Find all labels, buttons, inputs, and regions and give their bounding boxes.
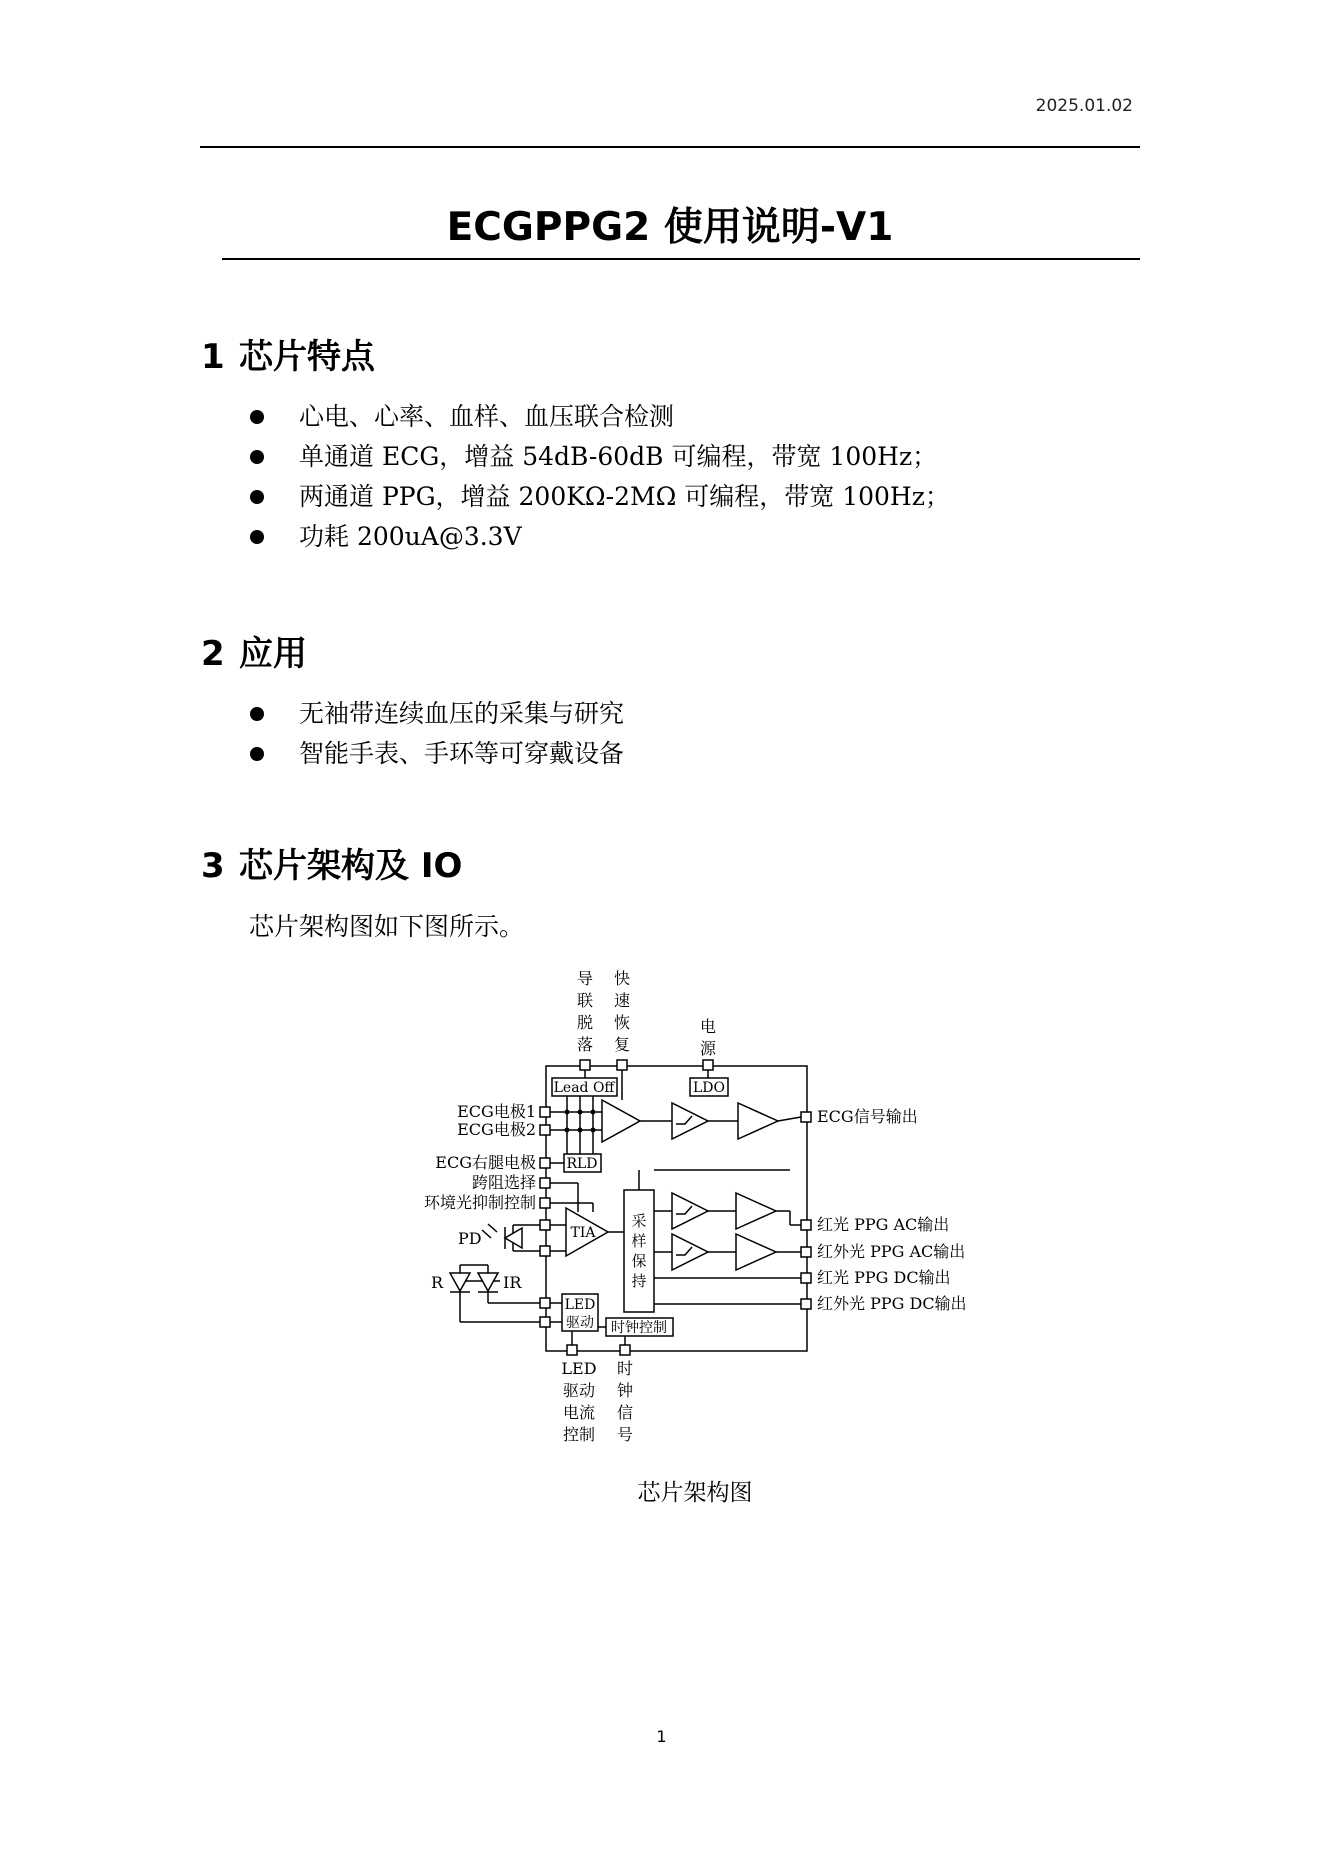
label-led-current-2: 驱动 [562,1381,596,1400]
pin-pd-a [540,1220,550,1230]
figure-caption: 芯片架构图 [637,1480,753,1506]
label-led-current-3: 电流 [562,1403,596,1422]
pin-fast-recovery [617,1060,627,1070]
tia-label: TIA [570,1225,596,1241]
label-lead-off-1: 导 [576,969,594,988]
red-buffer [736,1193,776,1229]
label-fast-recovery-3: 恢 [613,1013,631,1032]
label-red-dc: 红光 PPG DC输出 [817,1268,951,1287]
pin-ecg-out [801,1112,811,1122]
label-power-2: 源 [699,1039,717,1058]
red-filter [672,1193,708,1229]
list-item-text: 两通道 PPG，增益 200KΩ-2MΩ 可编程，带宽 100Hz； [299,482,950,511]
document-title: ECGPPG2 使用说明-V1 [446,205,894,250]
label-pd: PD [458,1229,482,1248]
page-number: 1 [656,1727,667,1746]
pin-tia-sel [540,1178,550,1188]
label-led-current-4: 控制 [562,1425,596,1444]
list-item-text: 无袖带连续血压的采集与研究 [299,699,625,728]
pin-lead-off [580,1060,590,1070]
label-lead-off-4: 落 [576,1035,594,1054]
ir-led-icon [478,1273,498,1291]
pin-ir-ac [801,1247,811,1257]
label-fast-recovery-1: 快 [613,969,631,988]
clock-control-label: 时钟控制 [611,1320,667,1336]
sample-hold-label-1: 采 [631,1212,647,1230]
pin-red-ac [801,1220,811,1230]
pin-ecg1 [540,1107,550,1117]
label-ecg2: ECG电极2 [457,1120,536,1139]
label-ecg1: ECG电极1 [457,1102,536,1121]
pin-pd-b [540,1246,550,1256]
section-title: 芯片特点 [239,337,375,377]
label-lead-off-2: 联 [576,991,594,1010]
pin-red-dc [801,1273,811,1283]
label-ambient: 环境光抑制控制 [423,1193,536,1212]
section-title: 应用 [239,634,307,674]
label-ir-ac: 红外光 PPG AC输出 [817,1242,966,1261]
sample-hold-label-3: 保 [631,1252,647,1270]
pin-ecg2 [540,1125,550,1135]
ecg-filter [672,1103,708,1139]
label-clock-3: 信 [616,1403,634,1422]
pin-ambient [540,1198,550,1208]
section-number: 2 [201,634,225,674]
sample-hold-block [624,1190,654,1312]
pin-clock [620,1345,630,1355]
label-clock-2: 钟 [616,1381,634,1400]
section-number: 3 [201,846,225,886]
label-fast-recovery-4: 复 [613,1035,631,1054]
list-item-text: 功耗 200uA@3.3V [299,522,522,551]
pin-ecg-rl [540,1158,550,1168]
led-driver-label-1: LED [564,1297,596,1313]
pin-ir-dc [801,1299,811,1309]
label-led-current-1: LED [561,1359,597,1378]
section-title: 芯片架构及 IO [239,846,463,886]
list-item-text: 单通道 ECG，增益 54dB-60dB 可编程，带宽 100Hz； [299,442,938,471]
ecg-output-buffer [738,1103,778,1139]
header-date: 2025.01.02 [1035,96,1133,116]
label-clock-1: 时 [616,1359,634,1378]
sample-hold-label-4: 持 [631,1272,647,1290]
label-r: R [431,1273,444,1292]
label-ir: IR [503,1273,522,1292]
ldo-label: LDO [693,1080,725,1096]
label-fast-recovery-2: 速 [613,991,631,1010]
label-clock-4: 号 [616,1425,634,1444]
list-item-text: 心电、心率、血样、血压联合检测 [299,402,675,431]
label-red-ac: 红光 PPG AC输出 [817,1215,950,1234]
rld-label: RLD [566,1156,598,1172]
pin-led-a [540,1298,550,1308]
label-lead-off-3: 脱 [576,1013,594,1032]
ir-filter [672,1234,708,1270]
ecg-amplifier [602,1100,640,1142]
pin-led-b [540,1317,550,1327]
led-driver-label-2: 驱动 [566,1315,594,1331]
label-ecg-rl: ECG右腿电极 [435,1153,536,1172]
label-tia-sel: 跨阻选择 [471,1173,536,1192]
label-ir-dc: 红外光 PPG DC输出 [817,1294,967,1313]
pin-led-current [567,1345,577,1355]
label-ecg-out: ECG信号输出 [817,1107,918,1126]
list-item-text: 智能手表、手环等可穿戴设备 [299,739,625,768]
pin-power [703,1060,713,1070]
red-led-icon [450,1273,470,1291]
sample-hold-label-2: 样 [631,1232,647,1250]
ir-buffer [736,1234,776,1270]
lead-off-label: Lead Off [553,1080,615,1096]
section-number: 1 [201,337,225,377]
label-power-1: 电 [699,1017,717,1036]
arch-intro-text: 芯片架构图如下图所示。 [249,912,525,941]
